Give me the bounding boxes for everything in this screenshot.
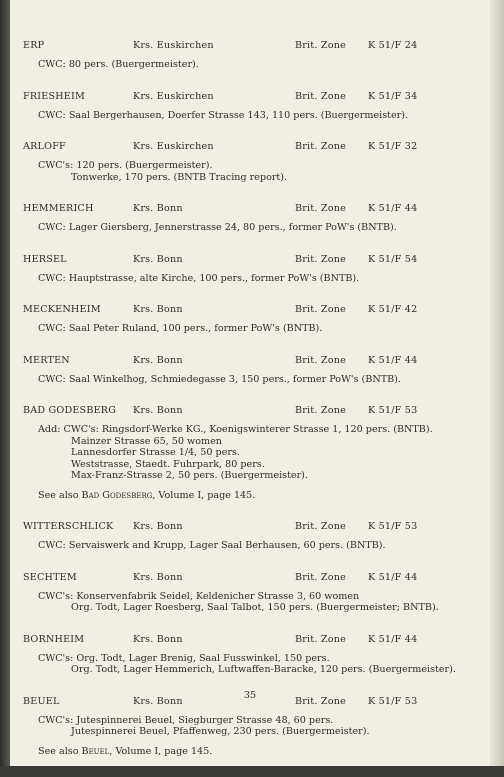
entry — [23, 304, 483, 335]
reference-code: K 51/F 53 — [368, 405, 418, 416]
reference-code: K 51/F 53 — [368, 695, 418, 707]
entry-body — [23, 273, 483, 285]
page-number: 35 — [243, 690, 257, 701]
place-name: HEMMERICH — [23, 203, 94, 214]
zone-name: Brit. Zone — [295, 695, 346, 707]
entry-header — [23, 91, 483, 103]
zone-name: Brit. Zone — [295, 633, 346, 645]
entry-body — [23, 540, 483, 552]
place-name: ERP — [23, 40, 45, 51]
entry-line: CWC's: Konservenfabrik Seidel, Keldenicher Strasse 3, 60 women — [38, 590, 360, 602]
reference-code: K 51/F 53 — [368, 521, 418, 532]
district-name: Krs. Bonn — [133, 695, 183, 707]
entry-header — [23, 254, 483, 266]
zone-name: Brit. Zone — [295, 40, 346, 51]
reference-code: K 51/F 34 — [368, 90, 418, 102]
district-name: Krs. Bonn — [133, 253, 183, 265]
entry-header — [23, 304, 483, 316]
reference-code: K 51/F 44 — [368, 203, 418, 214]
entry-line: CWC: Hauptstrasse, alte Kirche, 100 pers., former PoW's (BNTB). — [38, 272, 360, 284]
district-name: Krs. Euskirchen — [133, 90, 214, 102]
entry-header — [23, 141, 483, 153]
district-name: Krs. Bonn — [133, 203, 183, 214]
entry-body — [23, 715, 483, 738]
zone-name: Brit. Zone — [295, 253, 346, 265]
entry — [23, 91, 483, 122]
entry-line: Weststrasse, Staedt. Fuhrpark, 80 pers. — [71, 458, 265, 470]
entry-line: CWC: Saal Bergerhausen, Doerfer Strasse 143, 110 pers. (Buergermeister). — [38, 109, 409, 121]
entry — [23, 203, 483, 234]
see-also-suffix: , Volume I, page 145. — [109, 745, 213, 757]
entry-line: Mainzer Strasse 65, 50 women — [71, 435, 222, 447]
district-name: Krs. Bonn — [133, 571, 183, 583]
entry-line: CWC: 80 pers. (Buergermeister). — [38, 59, 199, 70]
entry — [23, 355, 483, 386]
entry-line: CWC: Saal Winkelhog, Schmiedegasse 3, 150 pers., former PoW's (BNTB). — [38, 373, 401, 385]
place-name: BAD GODESBERG — [23, 405, 117, 416]
reference-code: K 51/F 44 — [368, 571, 418, 583]
entry-body — [23, 374, 483, 386]
district-name: Krs. Bonn — [133, 633, 183, 645]
zone-name: Brit. Zone — [295, 354, 346, 366]
entry-body — [23, 160, 483, 183]
zone-name: Brit. Zone — [295, 90, 346, 102]
entry-line: CWC: Lager Giersberg, Jennerstrasse 24, 80 pers., former PoW's (BNTB). — [38, 222, 397, 233]
see-also-suffix: , Volume I, page 145. — [152, 489, 256, 501]
reference-code: K 51/F 44 — [368, 633, 418, 645]
see-also-prefix: See also — [38, 489, 82, 501]
district-name: Krs. Bonn — [133, 405, 183, 416]
see-also-place: Bad Godesberg — [81, 489, 153, 501]
district-name: Krs. Euskirchen — [133, 141, 214, 152]
entry-body — [23, 222, 483, 234]
document-page — [10, 0, 504, 766]
reference-code: K 51/F 54 — [368, 253, 418, 265]
page-edge — [490, 0, 504, 766]
district-name: Krs. Bonn — [133, 354, 183, 366]
entry-line: Org. Todt, Lager Hemmerich, Luftwaffen-Baracke, 120 pers. (Buergermeister). — [71, 664, 456, 675]
entry — [23, 521, 483, 552]
entry — [23, 634, 483, 676]
entry-line: CWC: Saal Peter Ruland, 100 pers., former PoW's (BNTB). — [38, 323, 323, 334]
place-name: MERTEN — [23, 354, 70, 366]
entry — [23, 696, 483, 758]
see-also-prefix: See also — [38, 745, 82, 757]
entries-list — [23, 40, 483, 777]
reference-code: K 51/F 42 — [368, 304, 418, 315]
place-name: BORNHEIM — [23, 633, 85, 645]
place-name: WITTERSCHLICK — [23, 521, 114, 532]
place-name: FRIESHEIM — [23, 90, 86, 102]
entry-body — [23, 424, 483, 482]
district-name: Krs. Bonn — [133, 304, 183, 315]
entry-line: Max-Franz-Strasse 2, 50 pers. (Buergermeister). — [71, 470, 308, 481]
entry — [23, 254, 483, 285]
zone-name: Brit. Zone — [295, 203, 346, 214]
zone-name: Brit. Zone — [295, 405, 346, 416]
reference-code: K 51/F 24 — [368, 40, 418, 51]
district-name: Krs. Euskirchen — [133, 40, 214, 51]
zone-name: Brit. Zone — [295, 571, 346, 583]
entry-body — [23, 110, 483, 122]
book-spine-shadow — [0, 0, 10, 766]
place-name: BEUEL — [23, 695, 60, 707]
entry-header — [23, 40, 483, 52]
entry-header — [23, 521, 483, 533]
entry-header — [23, 405, 483, 417]
see-also-note — [23, 490, 483, 502]
zone-name: Brit. Zone — [295, 521, 346, 532]
entry-header — [23, 634, 483, 646]
reference-code: K 51/F 32 — [368, 141, 418, 152]
entry-line: CWC's: Org. Todt, Lager Brenig, Saal Fusswinkel, 150 pers. — [38, 652, 330, 664]
place-name: SECHTEM — [23, 571, 77, 583]
entry-line: Lannesdorfer Strasse 1/4, 50 pers. — [71, 447, 240, 458]
entry-line: CWC: Servaiswerk and Krupp, Lager Saal Berhausen, 60 pers. (BNTB). — [38, 540, 386, 551]
place-name: ARLOFF — [23, 141, 66, 152]
reference-code: K 51/F 44 — [368, 354, 418, 366]
entry-header — [23, 203, 483, 215]
place-name: MECKENHEIM — [23, 304, 101, 315]
entry-line: CWC's: Jutespinnerei Beuel, Siegburger Strasse 48, 60 pers. — [38, 714, 334, 726]
entry-body — [23, 653, 483, 676]
zone-name: Brit. Zone — [295, 141, 346, 152]
entry — [23, 405, 483, 501]
entry-line: Org. Todt, Lager Roesberg, Saal Talbot, 150 pers. (Buergermeister; BNTB). — [71, 602, 439, 613]
entry — [23, 141, 483, 183]
place-name: HERSEL — [23, 253, 67, 265]
district-name: Krs. Bonn — [133, 521, 183, 532]
entry-body — [23, 59, 483, 71]
entry-line: CWC's: 120 pers. (Buergermeister). — [38, 160, 213, 171]
entry — [23, 40, 483, 71]
entry — [23, 572, 483, 614]
entry-body — [23, 323, 483, 335]
see-also-place: Beuel — [81, 745, 110, 757]
see-also-note — [23, 746, 483, 758]
entry-line: Jutespinnerei Beuel, Pfaffenweg, 230 pers. (Buergermeister). — [71, 726, 370, 737]
entry-header — [23, 572, 483, 584]
entry-header — [23, 355, 483, 367]
zone-name: Brit. Zone — [295, 304, 346, 315]
entry-line: Add: CWC's: Ringsdorf-Werke KG., Koenigswinterer Strasse 1, 120 pers. (BNTB). — [38, 424, 433, 435]
entry-body — [23, 591, 483, 614]
entry-line: Tonwerke, 170 pers. (BNTB Tracing report). — [71, 171, 288, 183]
